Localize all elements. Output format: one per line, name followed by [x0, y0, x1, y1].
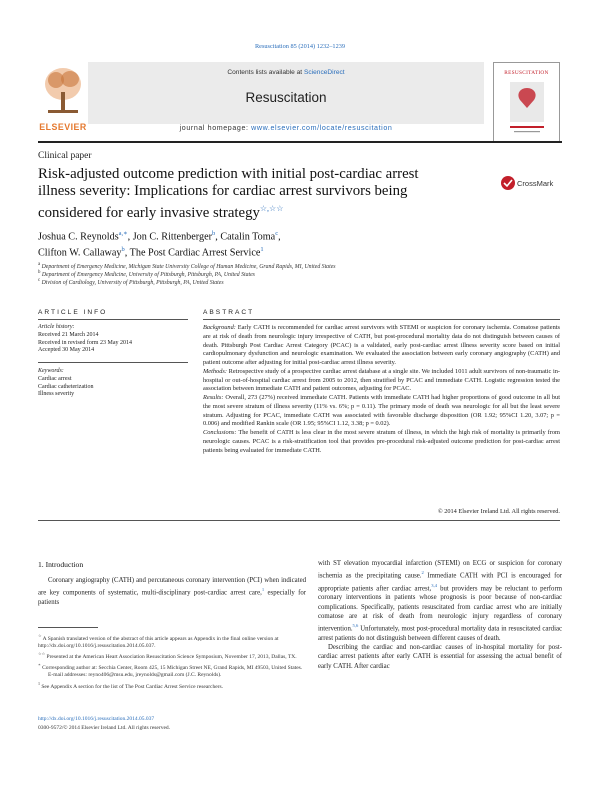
affiliation	[38, 262, 336, 270]
footnote-text: Presented at the American Heart Association Resuscitation Science Symposium, November 17, 2013, Dallas, TX.	[45, 654, 297, 661]
background-text: Early CATH is recommended for cardiac arrest survivors with STEMI or suspicion for coronary ischemia. Comatose patients are at risk of death from neurologic injury irrespective of CATH, but post-procedural mortality data do not distinguish between causes of death. Pittsburgh Post Cardiac Arrest Category (PCAC) is a validated, early post-cardiac arrest illness severity score based on initial cardiopulmonary dysfunction and neurologic examination. We evaluated the association between early coronary angiography (CATH) and patient outcome after adjusting for initial post-cardiac arrest illness severity.	[203, 324, 560, 366]
affiliation-mark: c	[38, 278, 41, 283]
abstract-bottom-rule	[38, 520, 560, 521]
publisher-name: ELSEVIER	[39, 122, 87, 132]
homepage-link[interactable]: www.elsevier.com/locate/resuscitation	[251, 124, 393, 132]
author-separator: ,	[124, 247, 130, 259]
footnote-mark: ☆☆	[38, 651, 46, 657]
keyword: Cardiac arrest	[38, 375, 72, 382]
author-affil-mark[interactable]: b	[121, 246, 125, 254]
intro-right-column	[318, 559, 562, 671]
paragraph-text: with ST elevation myocardial infarction (STEMI) on ECG or suspicion for coronary ischemia as the precipitating cause.	[318, 560, 562, 580]
keywords	[38, 368, 93, 399]
journal-title: Resuscitation	[245, 90, 327, 105]
crossmark-label: CrossMark	[517, 179, 554, 188]
journal-homepage	[88, 124, 484, 132]
doi-line	[38, 716, 154, 722]
footnote-email[interactable]: E-mail addresses: reyno406@msu.edu, jreynolds@gmail.com (J.C. Reynolds).	[48, 672, 222, 679]
contents-line	[88, 69, 484, 76]
footnote-mark: ∗	[38, 662, 41, 668]
article-info-heading: ARTICLE INFO	[38, 309, 108, 316]
reference-link[interactable]: 5,6	[352, 623, 359, 629]
conclusions-text: The benefit of CATH is less clear in the most severe stratum of illness, in which the high risk of mortality is primarily from neurologic causes. PCAC is a risk-stratification tool that provides pre-procedural risk-adjusted outcome prediction for post-cardiac arrest patients being evaluated for immediate CATH.	[203, 429, 560, 454]
title-footnote-marks[interactable]: ☆,☆☆	[259, 204, 284, 213]
footnote-text: See Appendix A section for the list of The Post Cardiac Arrest Service researchers.	[40, 683, 224, 690]
author-name: Jon C. Rittenberger	[132, 231, 213, 243]
footnote-mark: ☆	[38, 633, 42, 638]
contents-prefix: Contents lists available at	[227, 69, 304, 76]
background-label: Background:	[203, 324, 236, 331]
author-separator: ,	[278, 231, 281, 243]
reference-link[interactable]: 3,4	[431, 582, 438, 588]
reference-link[interactable]: 1	[261, 587, 265, 593]
paragraph-text: Immediate CATH with PCI is encouraged for appropriate patients after cardiac arrest,	[318, 572, 562, 593]
reference-link[interactable]: 2	[421, 570, 424, 576]
journal-citation[interactable]: Resuscitation 85 (2014) 1232–1239	[254, 43, 346, 50]
crossmark-icon	[500, 175, 562, 191]
cover-title: RESUSCITATION	[504, 70, 549, 76]
info-divider	[38, 362, 188, 363]
history-label: Article history:	[38, 324, 75, 330]
footnote-text: A Spanish translated version of the abstract of this article appears as Appendix in the final online version at http://dx.doi.org/10.1016/j.resuscitation.2014.05.037.	[38, 635, 279, 650]
results-label: Results:	[203, 394, 224, 401]
history-item: Received 21 March 2014	[38, 331, 99, 338]
elsevier-tree-logo	[38, 60, 88, 122]
keywords-label: Keywords:	[38, 368, 64, 374]
affiliation	[38, 278, 224, 286]
footnote-rule	[38, 627, 98, 628]
introduction-heading: 1. Introduction	[38, 560, 84, 569]
title-line: illness severity: Implications for cardiac arrest survivors being	[38, 183, 408, 199]
article-section: Clinical paper	[38, 151, 92, 161]
author-list	[38, 227, 458, 260]
history-item: Accepted 30 May 2014	[38, 347, 95, 354]
affiliation-text: Department of Emergency Medicine, University of Pittsburgh, Pittsburgh, PA, United States	[41, 271, 255, 278]
author-affil-mark[interactable]: b	[212, 230, 216, 237]
issn-line: 0300-9572/© 2014 Elsevier Ireland Ltd. All rights reserved.	[38, 725, 171, 731]
affiliation-mark: b	[38, 270, 41, 275]
conclusions-label: Conclusions:	[203, 429, 237, 436]
crossmark-badge[interactable]	[500, 175, 562, 191]
article-info-rule	[38, 319, 188, 320]
header-rule	[38, 141, 562, 143]
intro-paragraph	[38, 576, 306, 607]
abstract-conclusions	[203, 429, 560, 455]
abstract-copyright: © 2014 Elsevier Ireland Ltd. All rights reserved.	[437, 508, 560, 515]
footnote	[38, 632, 306, 650]
keyword: Cardiac catheterization	[38, 383, 94, 390]
abstract-methods	[203, 368, 560, 394]
author-separator: ,	[127, 231, 133, 243]
history-item: Received in revised form 23 May 2014	[38, 339, 132, 346]
footnote-mark: 1	[38, 680, 40, 686]
intro-left-column	[38, 576, 306, 607]
author-name: Clifton W. Callaway	[38, 247, 122, 259]
article-history	[38, 324, 132, 355]
results-text: Overall, 273 (27%) received immediate CATH. Patients with immediate CATH had higher proportions of good outcome in all but the most severe stratum of illness severity (11% vs. 6%; p = 0.11). The primary mode of death was neurologic for all but the least severe stratum. Adjusting for PCAC, immediate CATH was associated with favorable discharge disposition (OR 1.92; 95%CI 1.20, 3.07; p = 0.006) and modified Rankin scale (OR 1.95; 95%CI 1.12, 3.38; p = 0.02).	[203, 394, 560, 428]
title-line: considered for early invasive strategy	[38, 204, 260, 221]
abstract-background	[203, 324, 560, 368]
author-affil-mark[interactable]: a,∗	[118, 230, 128, 237]
intro-paragraph	[318, 559, 562, 643]
affiliation-text: Division of Cardiology, University of Pittsburgh, Pittsburgh, PA, United States	[41, 279, 224, 286]
abstract-results	[203, 394, 560, 429]
methods-text: Retrospective study of a prospective cardiac arrest database at a single site. We included 1011 adult survivors of non-traumatic in-hospital or out-of-hospital cardiac arrest from 2005 to 2012, then stratified by PCAC and immediate CATH. Logistic regression tested the association between immediate CATH and patient outcomes, adjusting for PCAC.	[203, 367, 560, 393]
author-name: Joshua C. Reynolds	[38, 231, 119, 243]
footnote	[38, 672, 306, 679]
title-line: Risk-adjusted outcome prediction with initial post-cardiac arrest	[38, 166, 419, 182]
abstract-rule	[203, 319, 560, 320]
affiliation-mark: a	[38, 262, 41, 267]
doi-link[interactable]: http://dx.doi.org/10.1016/j.resuscitation.2014.05.037	[38, 716, 155, 722]
footnote-text: Corresponding author at: Secchia Center, Room 425, 15 Michigan Street NE, Grand Rapids, MI 49503, United States.	[40, 665, 303, 672]
sciencedirect-link[interactable]: ScienceDirect	[303, 69, 345, 76]
footnote	[38, 650, 306, 661]
keyword: Illness severity	[38, 391, 75, 398]
abstract-heading: ABSTRACT	[203, 309, 255, 316]
author-affil-mark[interactable]: c	[275, 230, 279, 237]
methods-label: Methods:	[203, 367, 227, 375]
abstract-body	[203, 324, 560, 455]
paragraph-text: especially for patients	[38, 589, 307, 606]
paragraph-text: Unfortunately, most post-procedural mortality data in resuscitated cardiac arrest patients do not distinguish between different causes of death.	[318, 625, 562, 642]
author-separator: ,	[215, 231, 221, 243]
article-title	[38, 166, 468, 222]
author-name: Catalin Toma	[220, 231, 276, 243]
paragraph-text: but providers may be reluctant to perform coronary interventions in patients whose prognosis is poor because of non-cardiac complications. Specifically, patients resuscitated from cardiac arrest who are initially comatose are at risk of death from neurologic injury regardless of coronary intervention.	[318, 585, 562, 633]
footnote	[38, 680, 306, 691]
author-affil-mark[interactable]: 1	[260, 246, 264, 254]
homepage-prefix: journal homepage:	[179, 124, 252, 132]
footnotes	[38, 632, 306, 691]
intro-paragraph: Describing the cardiac and non-cardiac causes of in-hospital mortality for post-cardiac arrest patients after early CATH is essential for assessing the actual benefit of early CATH. After cardiac	[318, 644, 562, 670]
affiliation	[38, 270, 255, 278]
footnote	[38, 661, 306, 672]
paragraph-text: Coronary angiography (CATH) and percutaneous coronary intervention (PCI) when indicated are key components of systematic, multi-disciplinary post-cardiac arrest care,	[38, 577, 306, 597]
cover-illustration	[506, 80, 548, 136]
author-name: The Post Cardiac Arrest Service	[129, 247, 261, 259]
affiliation-text: Department of Emergency Medicine, Michigan State University College of Human Medicine, Grand Rapids, MI, United States	[41, 263, 336, 270]
